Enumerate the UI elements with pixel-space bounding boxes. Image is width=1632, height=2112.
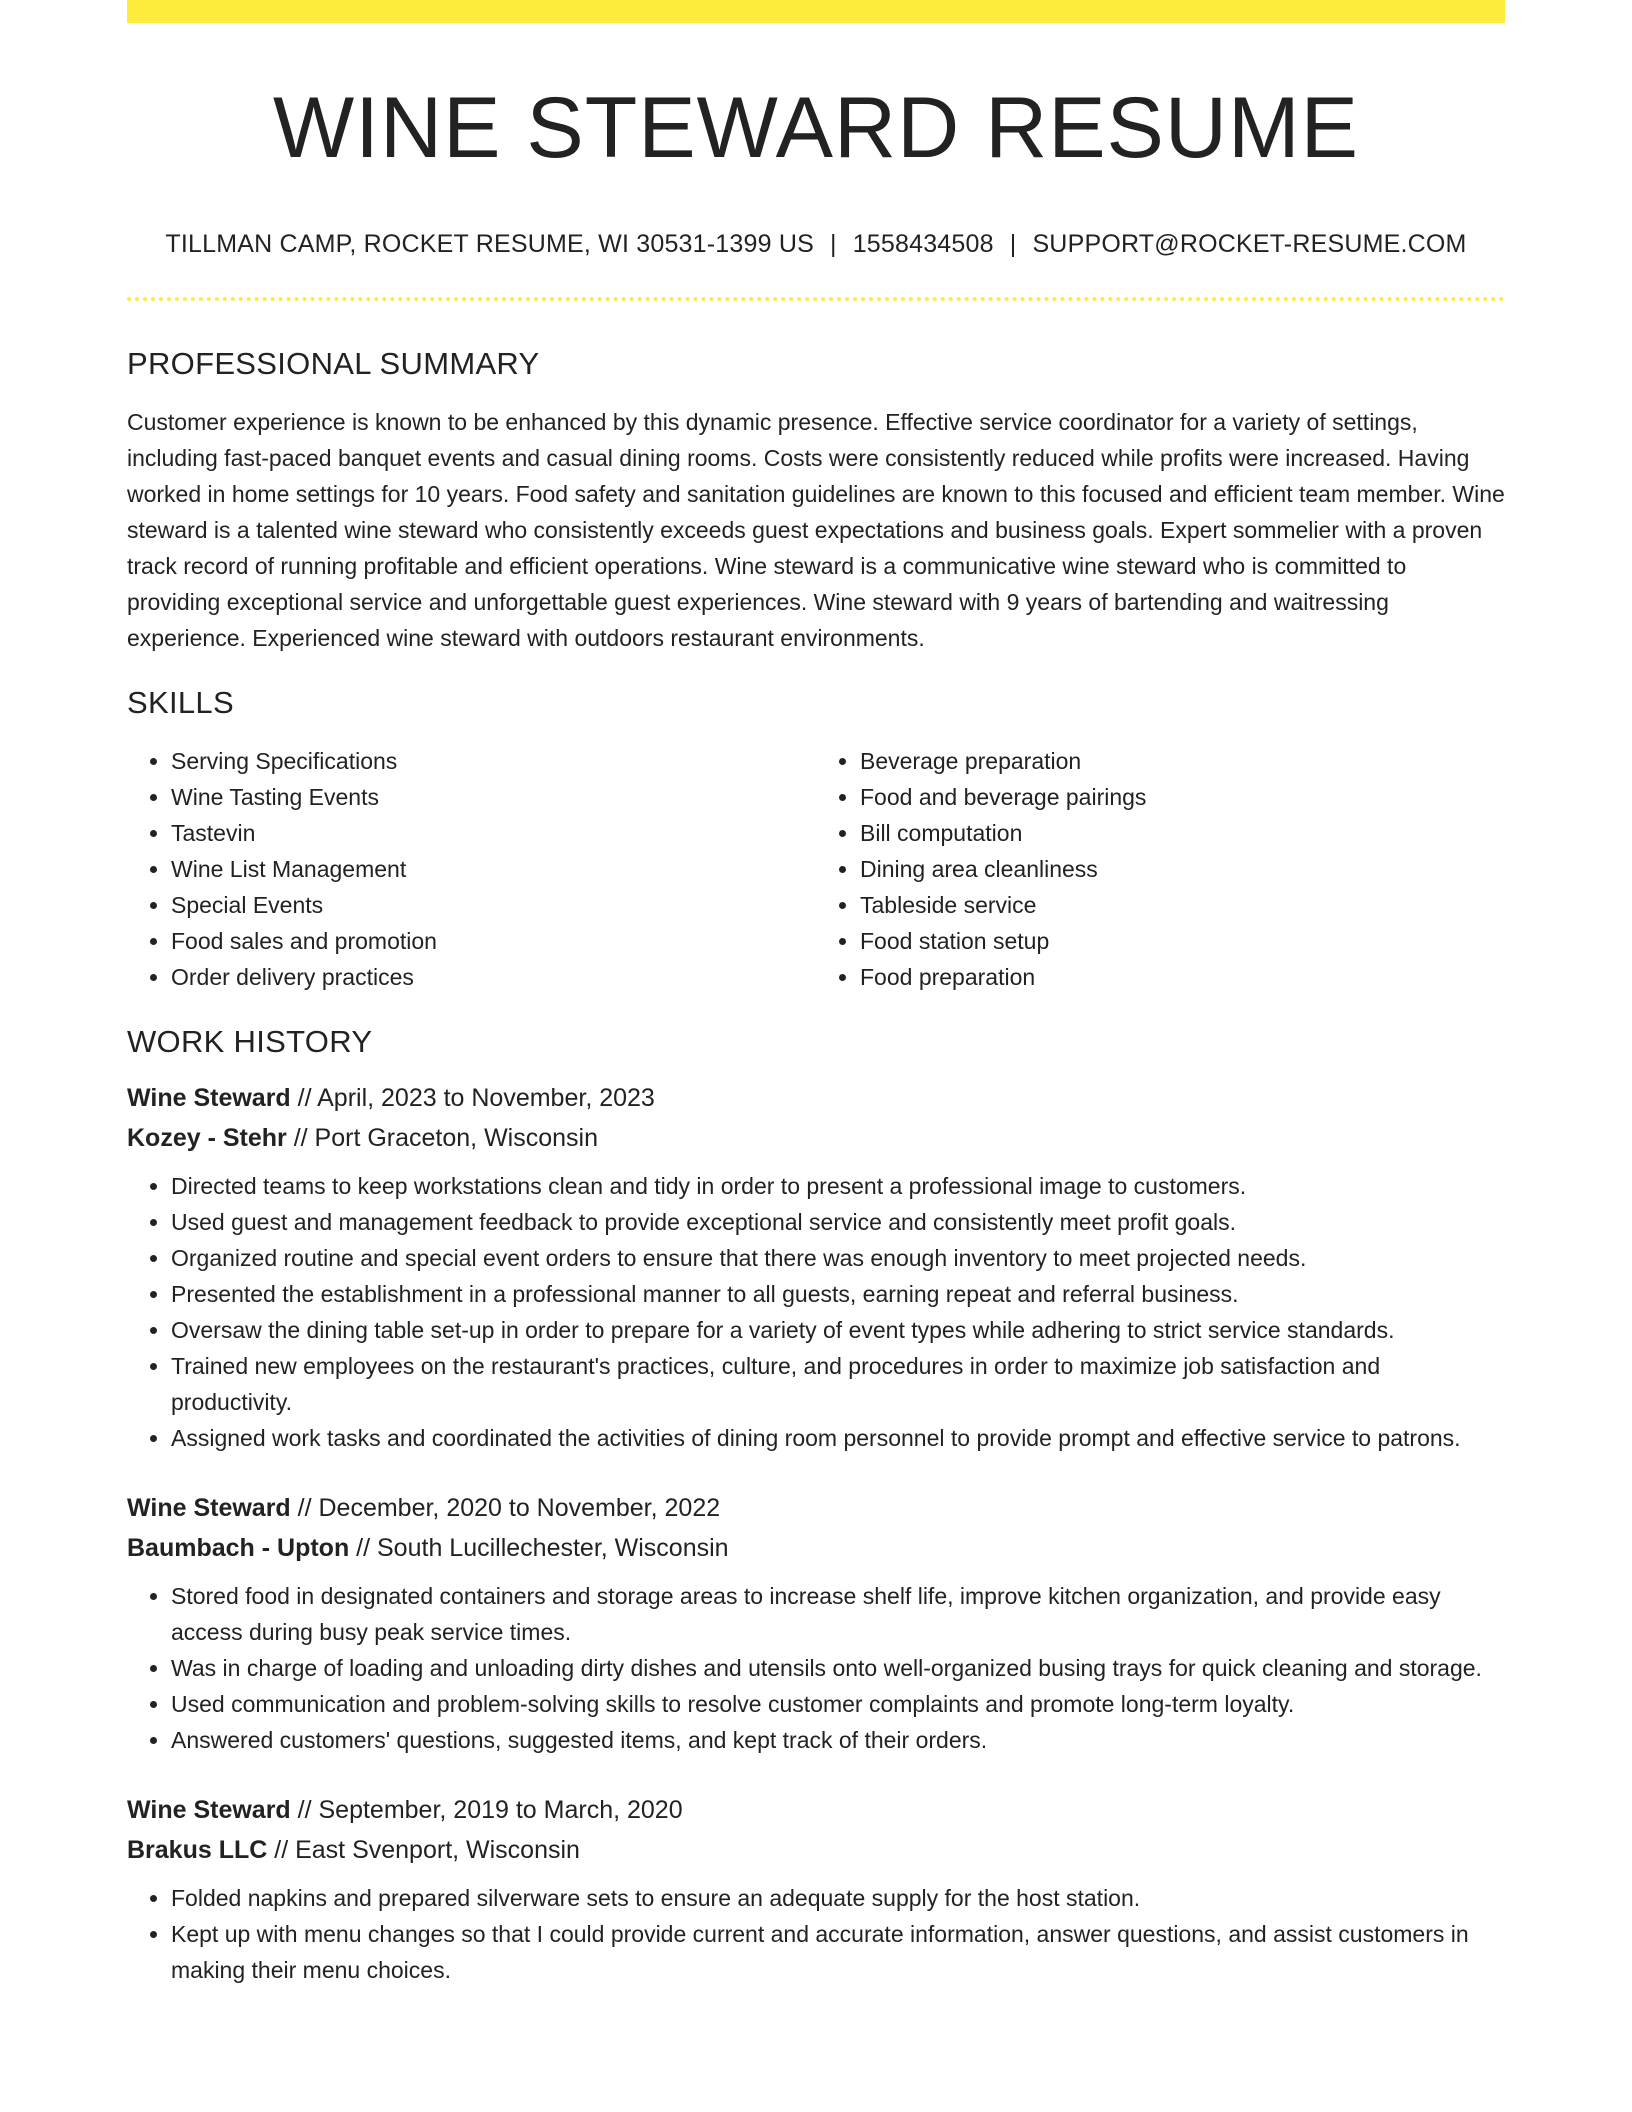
job-dates: // April, 2023 to November, 2023 (297, 1084, 655, 1113)
job-bullets (127, 1168, 1505, 1456)
job-entry (127, 1790, 1505, 1988)
skill-item: • Food station setup (860, 923, 1505, 959)
summary-text: Customer experience is known to be enhanced by this dynamic presence. Effective service coordinator for a variety of settings, including fast-paced banquet events and casual dining rooms. Costs were consistently reduced while profits were increased. Having worked in home settings for 10 years. Food safety and sanitation guidelines are known to this focused and efficient team member. Wine steward is a talented wine steward who consistently exceeds guest expectations and business goals. Expert sommelier with a proven track record of running profitable and efficient operations. Wine steward is a communicative wine steward who is committed to providing exceptional service and unforgettable guest experiences. Wine steward with 9 years of bartending and waitressing experience. Experienced wine steward with outdoors restaurant environments. (127, 408, 1505, 651)
work-history-heading: WORK HISTORY (127, 1023, 373, 1059)
job-bullet: • Folded napkins and prepared silverware sets to ensure an adequate supply for the host station. (171, 1880, 1505, 1916)
resume-page (127, 0, 1505, 1988)
job-title-line (127, 1790, 1505, 1830)
job-bullet: • Oversaw the dining table set-up in order to prepare for a variety of event types while adhering to strict service standards. (171, 1312, 1505, 1348)
job-company: Baumbach - Upton (127, 1534, 350, 1563)
job-location: // Port Graceton, Wisconsin (293, 1124, 598, 1153)
summary-heading: PROFESSIONAL SUMMARY (127, 345, 540, 381)
job-company-line (127, 1118, 1505, 1158)
job-title: Wine Steward (127, 1494, 291, 1523)
skill-item: • Special Events (171, 887, 816, 923)
job-company-line (127, 1830, 1505, 1870)
job-dates: // September, 2019 to March, 2020 (297, 1796, 683, 1825)
job-location: // East Svenport, Wisconsin (274, 1836, 580, 1865)
skills-list (127, 743, 1505, 995)
skill-item: • Wine List Management (171, 851, 816, 887)
job-entry (127, 1488, 1505, 1758)
skill-item: • Beverage preparation (860, 743, 1505, 779)
job-company: Kozey - Stehr (127, 1124, 287, 1153)
job-entry (127, 1078, 1505, 1456)
job-bullets (127, 1578, 1505, 1758)
job-bullet: • Organized routine and special event orders to ensure that there was enough inventory to meet projected needs. (171, 1240, 1505, 1276)
skill-item: • Wine Tasting Events (171, 779, 816, 815)
contact-email: SUPPORT@ROCKET-RESUME.COM (1032, 229, 1467, 258)
job-bullet: • Used communication and problem-solving skills to resolve customer complaints and promote long-term loyalty. (171, 1686, 1505, 1722)
skill-item: • Food preparation (860, 959, 1505, 995)
header-divider (127, 297, 1505, 301)
job-bullet: • Directed teams to keep workstations clean and tidy in order to present a professional image to customers. (171, 1168, 1505, 1204)
skill-item: • Tableside service (860, 887, 1505, 923)
job-bullet: • Answered customers' questions, suggested items, and kept track of their orders. (171, 1722, 1505, 1758)
job-title-line (127, 1078, 1505, 1118)
job-bullet: • Assigned work tasks and coordinated the activities of dining room personnel to provide prompt and effective service to patrons. (171, 1420, 1505, 1456)
contact-address: TILLMAN CAMP, ROCKET RESUME, WI 30531-1399 US (165, 229, 814, 258)
job-bullet: • Stored food in designated containers and storage areas to increase shelf life, improve kitchen organization, and provide easy access during busy peak service times. (171, 1578, 1505, 1650)
job-bullet: • Presented the establishment in a professional manner to all guests, earning repeat and referral business. (171, 1276, 1505, 1312)
job-company: Brakus LLC (127, 1836, 268, 1865)
contact-phone: 1558434508 (852, 229, 994, 258)
job-bullet: • Trained new employees on the restaurant's practices, culture, and procedures in order to maximize job satisfaction and productivity. (171, 1348, 1505, 1420)
contact-separator: | (1009, 229, 1017, 258)
skills-column-left (127, 743, 816, 995)
contact-separator: | (829, 229, 837, 258)
job-location: // South Lucillechester, Wisconsin (356, 1534, 729, 1563)
resume-title: WINE STEWARD RESUME (272, 80, 1360, 176)
job-bullets (127, 1880, 1505, 1988)
job-title: Wine Steward (127, 1796, 291, 1825)
skill-item: • Food and beverage pairings (860, 779, 1505, 815)
skills-column-right (816, 743, 1505, 995)
skill-item: • Tastevin (171, 815, 816, 851)
job-bullet: • Kept up with menu changes so that I could provide current and accurate information, answer questions, and assist customers in making their menu choices. (171, 1916, 1505, 1988)
job-company-line (127, 1528, 1505, 1568)
accent-top-bar (127, 0, 1505, 23)
skill-item: • Order delivery practices (171, 959, 816, 995)
job-dates: // December, 2020 to November, 2022 (297, 1494, 721, 1523)
skill-item: • Food sales and promotion (171, 923, 816, 959)
job-title: Wine Steward (127, 1084, 291, 1113)
job-bullet: • Was in charge of loading and unloading dirty dishes and utensils onto well-organized busing trays for quick cleaning and storage. (171, 1650, 1505, 1686)
job-bullet: • Used guest and management feedback to provide exceptional service and consistently meet profit goals. (171, 1204, 1505, 1240)
contact-line (127, 230, 1505, 259)
skill-item: • Serving Specifications (171, 743, 816, 779)
skills-heading: SKILLS (127, 684, 234, 720)
skill-item: • Dining area cleanliness (860, 851, 1505, 887)
skill-item: • Bill computation (860, 815, 1505, 851)
job-title-line (127, 1488, 1505, 1528)
